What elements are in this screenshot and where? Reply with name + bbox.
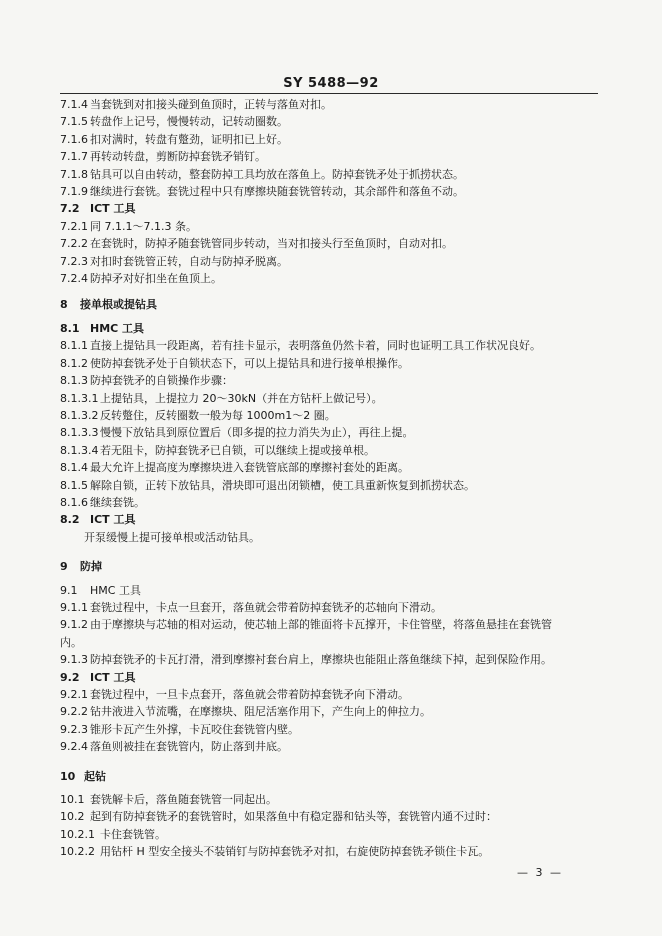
clause-number: 9.2.2 (60, 705, 88, 719)
clause-text: 直接上提钻具一段距离，若有挂卡显示，表明落鱼仍然卡着，同时也证明工具工作状况良好。 (90, 339, 541, 353)
chapter-title: 接单根或提钻具 (80, 298, 157, 312)
section-title: ICT 工具 (90, 202, 136, 216)
section-9-1-heading (60, 582, 600, 599)
clause-text: 钻具可以自由转动，整套防掉工具均放在落鱼上。防掉套铣矛处于抓捞状态。 (90, 167, 464, 181)
section-number: 9.2 (60, 670, 80, 684)
clause-text: 防掉套铣矛的卡瓦打滑，滑到摩擦衬套台肩上，摩擦块也能阻止落鱼继续下掉，起到保险作用。 (90, 653, 552, 667)
clause-8-1-3-2 (60, 407, 600, 424)
clause-8-1-2 (60, 355, 600, 372)
section-title: HMC 工具 (90, 583, 141, 597)
clause-7-2-3 (60, 253, 600, 270)
clause-7-2-1 (60, 218, 600, 235)
clause-number: 7.1.5 (60, 115, 88, 129)
clause-9-2-3 (60, 721, 600, 738)
section-number: 9.1 (60, 583, 78, 597)
section-title: ICT 工具 (90, 513, 136, 527)
clause-9-2-4 (60, 738, 600, 755)
clause-7-1-5 (60, 113, 600, 130)
clause-text: 反转蹩住，反转圈数一般为每 1000m1～2 圈。 (100, 408, 336, 422)
page-number: — 3 — (517, 866, 563, 879)
clause-number: 9.1.2 (60, 618, 88, 632)
clause-text: 上提钻具，上提拉力 20～30kN（并在方钻杆上做记号）。 (100, 391, 383, 405)
clause-number: 8.1.3 (60, 374, 88, 388)
chapter-9-heading (60, 558, 600, 575)
document-body (60, 96, 600, 861)
clause-8-1-3 (60, 372, 600, 389)
clause-text: 套铣过程中，一旦卡点套开，落鱼就会带着防掉套铣矛向下滑动。 (90, 688, 409, 701)
section-title: HMC 工具 (90, 321, 145, 335)
clause-text: 同 7.1.1～7.1.3 条。 (90, 219, 197, 233)
clause-8-1-3-4 (60, 442, 600, 459)
clause-number: 7.1.6 (60, 132, 88, 146)
clause-number: 8.1.4 (60, 461, 88, 475)
clause-number: 7.2.3 (60, 254, 88, 268)
clause-number: 9.2.4 (60, 740, 88, 754)
clause-text: 落鱼则被挂在套铣管内，防止落到井底。 (90, 740, 288, 754)
clause-number: 10.2.1 (60, 827, 95, 841)
clause-8-1-3-1 (60, 390, 600, 407)
clause-text: 内。 (60, 635, 82, 649)
clause-number: 10.1 (60, 793, 85, 807)
section-number: 8.2 (60, 513, 80, 527)
clause-number: 7.2.4 (60, 272, 88, 286)
section-number: 7.2 (60, 202, 80, 216)
clause-number: 8.1.3.1 (60, 391, 99, 405)
clause-text: 若无阻卡，防掉套铣矛已自锁，可以继续上提或接单根。 (100, 443, 375, 457)
standard-code: SY 5488—92 (283, 76, 379, 91)
section-9-2-heading (60, 669, 600, 686)
clause-8-1-4 (60, 459, 600, 476)
clause-text: 使防掉套铣矛处于自锁状态下，可以上提钻具和进行接单根操作。 (90, 356, 409, 370)
clause-text: 起到有防掉套铣矛的套铣管时，如果落鱼中有稳定器和钻头等，套铣管内通不过时： (90, 810, 497, 824)
chapter-8-heading (60, 296, 600, 313)
clause-text: 再转动转盘，剪断防掉套铣矛销钉。 (90, 150, 266, 164)
clause-8-1-5 (60, 477, 600, 494)
header-rule (60, 93, 598, 94)
section-7-2-heading (60, 200, 600, 217)
clause-9-1-3 (60, 651, 600, 668)
clause-text: 转盘作上记号，慢慢转动，记转动圈数。 (90, 115, 288, 129)
clause-9-1-2 (60, 616, 600, 633)
clause-9-1-1 (60, 599, 600, 616)
clause-text: 套铣解卡后，落鱼随套铣管一同起出。 (90, 793, 277, 807)
chapter-number: 10 (60, 769, 76, 783)
chapter-number: 8 (60, 298, 68, 312)
clause-number: 7.2.1 (60, 219, 88, 233)
clause-7-1-4 (60, 96, 600, 113)
clause-text: 继续进行套铣。套铣过程中只有摩擦块随套铣管转动，其余部件和落鱼不动。 (90, 185, 464, 199)
section-title: ICT 工具 (90, 670, 136, 684)
clause-10-2-1 (60, 826, 600, 843)
chapter-10-heading (60, 768, 600, 785)
clause-number: 8.1.3.2 (60, 408, 99, 422)
section-8-2-heading (60, 511, 600, 528)
clause-number: 9.1.3 (60, 653, 88, 667)
clause-number: 7.1.9 (60, 185, 88, 199)
clause-text: 对扣时套铣管正转，自动与防掉矛脱离。 (90, 254, 288, 268)
clause-7-2-2 (60, 235, 600, 252)
clause-text: 防掉套铣矛的自锁操作步骤： (90, 374, 233, 388)
paragraph-text: 开泵缓慢上提可接单根或活动钻具。 (84, 530, 260, 544)
clause-number: 8.1.6 (60, 495, 88, 509)
clause-number: 10.2 (60, 810, 85, 824)
clause-number: 7.1.7 (60, 150, 88, 164)
clause-10-2-2 (60, 843, 600, 860)
clause-number: 9.2.3 (60, 722, 88, 736)
section-8-1-heading (60, 320, 600, 337)
clause-number: 8.1.5 (60, 478, 88, 492)
clause-8-1-6 (60, 494, 600, 511)
clause-9-1-2-continued (60, 634, 600, 651)
clause-text: 当套铣到对扣接头碰到鱼顶时，正转与落鱼对扣。 (90, 98, 332, 111)
clause-number: 7.1.4 (60, 98, 88, 111)
clause-9-2-2 (60, 703, 600, 720)
clause-text: 解除自锁，正转下放钻具，滑块即可退出闭锁槽，使工具重新恢复到抓捞状态。 (90, 478, 475, 492)
clause-number: 8.1.2 (60, 356, 88, 370)
clause-text: 防掉矛对好扣坐在鱼顶上。 (90, 272, 222, 286)
clause-8-1-1 (60, 337, 600, 354)
clause-7-1-9 (60, 183, 600, 200)
clause-number: 8.1.3.3 (60, 426, 99, 440)
chapter-number: 9 (60, 560, 68, 574)
paragraph-8-2 (60, 529, 600, 546)
clause-7-2-4 (60, 270, 600, 287)
clause-number: 7.2.2 (60, 237, 88, 251)
clause-text: 在套铣时，防掉矛随套铣管同步转动，当对扣接头行至鱼顶时，自动对扣。 (90, 237, 453, 251)
section-number: 8.1 (60, 321, 80, 335)
clause-text: 继续套铣。 (90, 495, 145, 509)
clause-text: 用钻杆 H 型安全接头不装销钉与防掉套铣矛对扣，右旋使防掉套铣矛锁住卡瓦。 (100, 845, 490, 859)
clause-text: 扣对满时，转盘有蹩劲，证明扣已上好。 (90, 132, 288, 146)
clause-7-1-8 (60, 166, 600, 183)
clause-7-1-6 (60, 131, 600, 148)
clause-7-1-7 (60, 148, 600, 165)
clause-text: 钻井液进入节流嘴，在摩擦块、阻尼活塞作用下，产生向上的伸拉力。 (90, 705, 431, 719)
clause-number: 10.2.2 (60, 845, 95, 859)
clause-9-2-1 (60, 686, 600, 703)
clause-10-1 (60, 791, 600, 808)
chapter-title: 起钻 (84, 769, 106, 783)
clause-number: 8.1.1 (60, 339, 88, 353)
clause-number: 9.1.1 (60, 600, 88, 614)
clause-number: 8.1.3.4 (60, 443, 99, 457)
clause-text: 最大允许上提高度为摩擦块进入套铣管底部的摩擦衬套处的距离。 (90, 461, 409, 475)
clause-number: 7.1.8 (60, 167, 88, 181)
clause-8-1-3-3 (60, 424, 600, 441)
clause-text: 由于摩擦块与芯轴的相对运动，使芯轴上部的锥面将卡瓦撑开，卡住管壁，将落鱼悬挂在套铣管 (90, 618, 552, 632)
clause-text: 慢慢下放钻具到原位置后（即多提的拉力消失为止），再往上提。 (100, 426, 414, 440)
chapter-title: 防掉 (80, 560, 102, 574)
clause-text: 套铣过程中，卡点一旦套开，落鱼就会带着防掉套铣矛的芯轴向下滑动。 (90, 600, 442, 614)
clause-10-2 (60, 808, 600, 825)
clause-text: 锥形卡瓦产生外撑，卡瓦咬住套铣管内壁。 (90, 722, 299, 736)
clause-number: 9.2.1 (60, 688, 88, 701)
clause-text: 卡住套铣管。 (100, 827, 166, 841)
